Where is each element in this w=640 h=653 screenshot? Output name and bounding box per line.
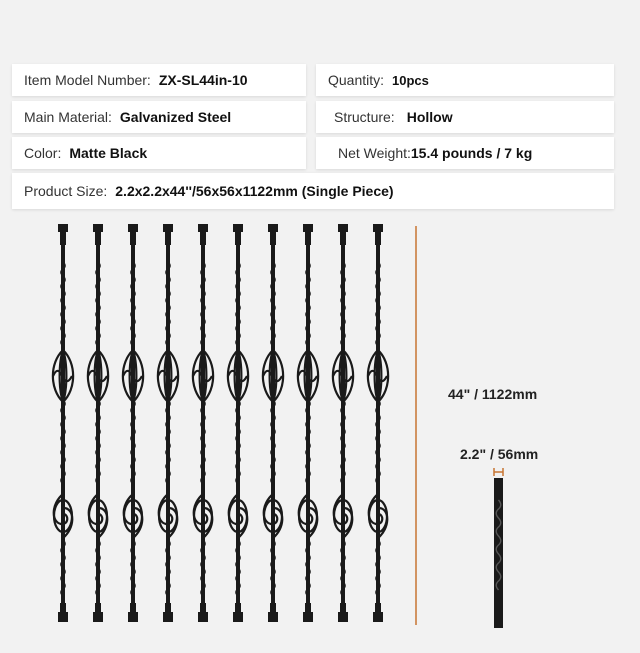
width-label: 2.2" / 56mm [460, 446, 539, 462]
spec-size-label: Product Size: [24, 183, 108, 199]
spec-material [12, 101, 306, 133]
spec-size [12, 173, 614, 209]
spec-material-label: Main Material: [24, 109, 112, 125]
spec-material-value: Galvanized Steel [119, 109, 232, 125]
spec-model-value: ZX-SL44in-10 [158, 72, 248, 88]
baluster [368, 224, 388, 622]
spec-model-label: Item Model Number: [24, 72, 151, 88]
spec-structure-label: Structure: [334, 109, 395, 125]
spec-model [12, 64, 306, 96]
balusters-illustration [0, 215, 640, 653]
baluster [333, 224, 353, 622]
spec-quantity [316, 64, 614, 96]
baluster [123, 224, 143, 622]
spec-structure-value: Hollow [406, 109, 453, 125]
baluster [193, 224, 213, 622]
baluster [298, 224, 318, 622]
spec-structure [316, 101, 614, 133]
spec-weight [316, 137, 614, 169]
baluster [88, 224, 108, 622]
spec-color [12, 137, 306, 169]
spec-size-value: 2.2x2.2x44''/56x56x1122mm (Single Piece) [115, 183, 394, 199]
baluster-group [53, 224, 388, 622]
spec-color-value: Matte Black [69, 145, 148, 161]
spec-quantity-label: Quantity: [328, 72, 385, 88]
spec-color-label: Color: [24, 145, 62, 161]
height-label: 44" / 1122mm [448, 386, 538, 402]
baluster-detail [494, 478, 503, 628]
baluster [228, 224, 248, 622]
width-dimension-indicator [494, 468, 503, 476]
spec-weight-label: Net Weight: [338, 145, 411, 161]
spec-quantity-value: 10pcs [392, 72, 429, 88]
baluster [158, 224, 178, 622]
baluster [263, 224, 283, 622]
baluster [53, 224, 73, 622]
spec-weight-value: 15.4 pounds / 7 kg [410, 145, 533, 161]
